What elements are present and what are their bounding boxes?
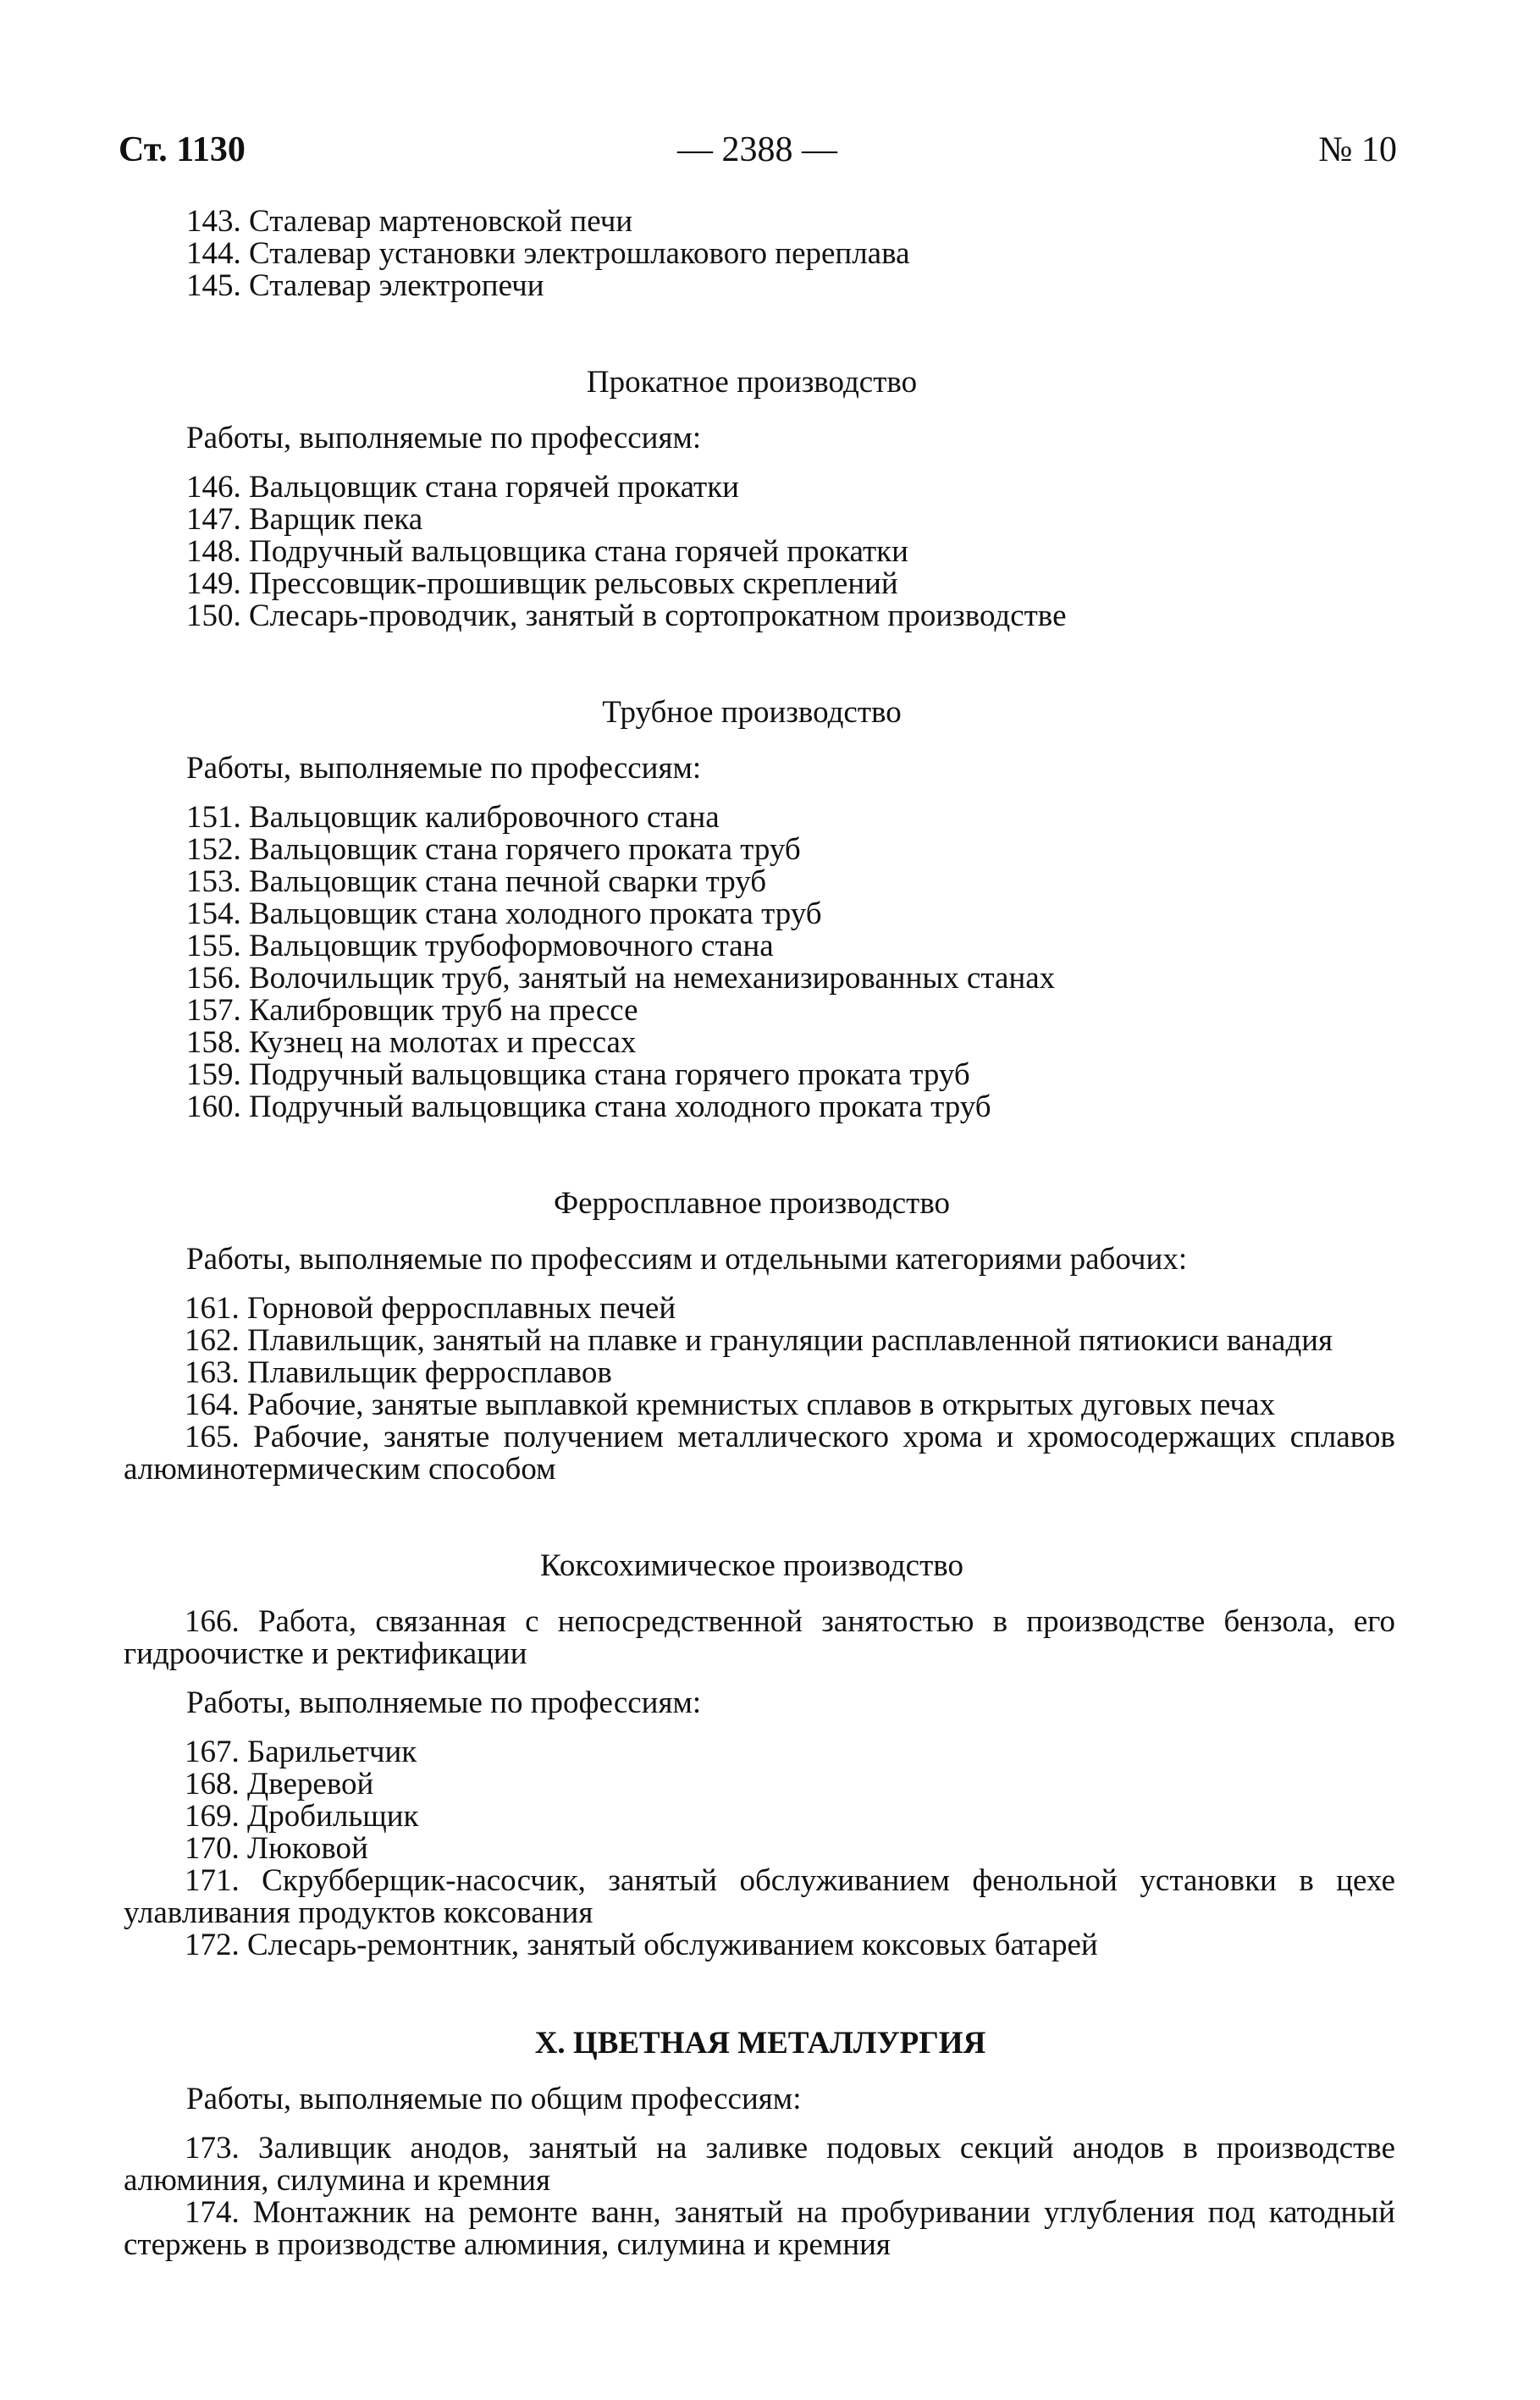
list-item: 173. Заливщик анодов, занятый на заливке подовых секций анодов в производстве алюминия, силумина и кремния <box>124 2131 1395 2198</box>
list-item: 152. Вальцовщик стана горячего проката труб <box>186 832 801 867</box>
issue-number: № 10 <box>1318 130 1397 169</box>
list-item: 153. Вальцовщик стана печной сварки труб <box>186 864 767 899</box>
section-intro: Работы, выполняемые по профессиям: <box>186 421 702 455</box>
list-item: 151. Вальцовщик калибровочного стана <box>186 800 720 835</box>
list-item: 155. Вальцовщик трубоформовочного стана <box>186 929 774 963</box>
section-intro: Работы, выполняемые по профессиям: <box>186 1686 702 1720</box>
list-item: 157. Калибровщик труб на прессе <box>186 993 638 1028</box>
list-item: 163. Плавильщик ферросплавов <box>185 1355 612 1390</box>
list-item: 164. Рабочие, занятые выплавкой кремнистых сплавов в открытых дуговых печах <box>185 1388 1276 1422</box>
list-item: 143. Сталевар мартеновской печи <box>186 204 633 239</box>
list-steel <box>125 206 1395 302</box>
list-item: 168. Дверевой <box>185 1767 374 1801</box>
list-item: 172. Слесарь-ремонтник, занятый обслуживанием коксовых батарей <box>185 1928 1098 1962</box>
list-item: 149. Прессовщик-прошивщик рельсовых скреплений <box>186 566 898 601</box>
page-number: — 2388 — <box>677 130 837 169</box>
section-intro: Работы, выполняемые по общим профессиям: <box>186 2082 802 2116</box>
list-item: 174. Монтажник на ремонте ванн, занятый на пробуривании углубления под катодный стержень в производстве алюминия, силумина и кремния <box>124 2195 1395 2262</box>
section-title-koks: Коксохимическое производство <box>539 1548 963 1583</box>
list-trub <box>125 802 1395 1123</box>
list-item: 158. Кузнец на молотах и прессах <box>186 1025 637 1060</box>
section-intro: Работы, выполняемые по профессиям и отдельными категориями рабочих: <box>186 1242 1188 1277</box>
list-item: 150. Слесарь-проводчик, занятый в сортопрокатном производстве <box>186 599 1067 633</box>
list-ferro <box>125 1293 1395 1486</box>
section-intro: Работы, выполняемые по профессиям: <box>186 751 702 786</box>
article-number: Ст. 1130 <box>119 130 246 169</box>
list-item: 159. Подручный вальцовщика стана горячего проката труб <box>186 1057 970 1092</box>
list-item: 165. Рабочие, занятые получением металлического хрома и хромосодержащих сплавов алюминотермическим способом <box>124 1420 1395 1487</box>
list-item: 154. Вальцовщик стана холодного проката труб <box>186 897 822 931</box>
list-item: 144. Сталевар установки электрошлакового переплава <box>186 236 910 271</box>
section-title-prokat: Прокатное производство <box>586 365 918 400</box>
chapter-title: X. ЦВЕТНАЯ МЕТАЛЛУРГИЯ <box>534 2026 986 2061</box>
list-item: 160. Подручный вальцовщика стана холодного проката труб <box>186 1090 991 1124</box>
list-metal <box>125 2132 1395 2261</box>
running-header <box>119 130 1397 176</box>
list-item: 148. Подручный вальцовщика стана горячей прокатки <box>186 534 908 569</box>
list-koks <box>125 1736 1395 1961</box>
list-item: 166. Работа, связанная с непосредственной занятостью в производстве бензола, его гидроочистке и ректификации <box>124 1604 1395 1671</box>
list-item: 147. Варщик пека <box>186 502 423 537</box>
list-item: 162. Плавильщик, занятый на плавке и грануляции расплавленной пятиокиси ванадия <box>185 1323 1333 1358</box>
list-item: 161. Горновой ферросплавных печей <box>185 1291 676 1326</box>
list-item: 169. Дробильщик <box>185 1799 419 1834</box>
document-body <box>125 206 1395 2261</box>
section-title-trub: Трубное производство <box>602 695 902 730</box>
section-title-ferro: Ферросплавное производство <box>553 1186 951 1221</box>
list-prokat <box>125 472 1395 632</box>
list-item: 146. Вальцовщик стана горячей прокатки <box>186 470 739 505</box>
list-item: 171. Скрубберщик-насосчик, занятый обслуживанием фенольной установки в цехе улавливания продуктов коксования <box>124 1863 1395 1930</box>
list-item: 167. Барильетчик <box>185 1735 417 1769</box>
list-item: 145. Сталевар электропечи <box>186 268 544 303</box>
list-item: 156. Волочильщик труб, занятый на немеханизированных станах <box>186 961 1056 996</box>
list-item: 170. Люковой <box>185 1831 368 1866</box>
